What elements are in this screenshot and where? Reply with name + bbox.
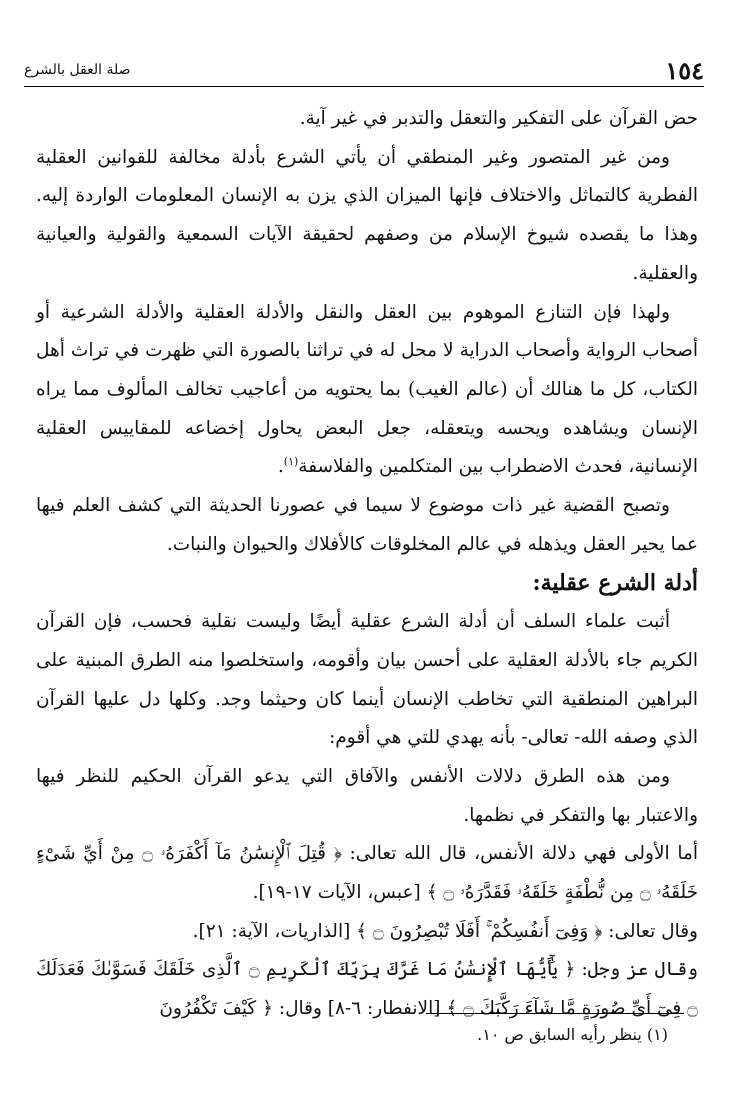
header-rule bbox=[24, 86, 704, 87]
paragraph: ومن غير المتصور وغير المنطقي أن يأتي الشرع بأدلة مخالفة للقوانين العقلية الفطرية كالتماثل والاختلاف فإنها الميزان الذي يزن به الإنسان المعلومات الواردة إليه. وهذا ما يقصده شيوخ الإسلام من وصفهم لحقيقة الآيات السمعية والقولية والعيانية والعقلية. bbox=[36, 146, 698, 284]
section-heading: أدلة الشرع عقلية: bbox=[532, 570, 698, 597]
running-title: صلة العقل بالشرع bbox=[24, 62, 131, 78]
paragraph bbox=[36, 294, 698, 488]
footnote: (١) ينظر رأيه السابق ص ١٠. bbox=[477, 1025, 668, 1044]
paragraph: حض القرآن على التفكير والتعقل والتدبر في غير آية. bbox=[299, 108, 698, 129]
paragraph: أثبت علماء السلف أن أدلة الشرع عقلية أيضًا وليست نقلية فحسب، فإن القرآن الكريم جاء بالأدلة العقلية على أحسن بيان وأقومه، واستخلصوا منه الطرق المبنية على البراهين المنطقية التي تخاطب الإنسان أينما كان وحيثما وجد. وكلها دل عليها القرآن الذي وصفه الله- تعالى- بأنه يهدي للتي هي أقوم: bbox=[36, 611, 698, 749]
paragraph-end: . bbox=[277, 456, 284, 478]
page-header bbox=[24, 56, 704, 84]
quran-paragraph: أما الأولى فهي دلالة الأنفس، قال الله تعالى: ﴿ قُتِلَ ٱلْإِنسَٰنُ مَآ أَكْفَرَهُۥ ۝ مِنْ أَيِّ شَىْءٍ خَلَقَهُۥ ۝ مِن نُّطْفَةٍ خَلَقَهُۥ فَقَدَّرَهُۥ ۝ ﴾ [عبس، الآيات ١٧-١٩]. bbox=[36, 843, 698, 904]
paragraph-text: ولهذا فإن التنازع الموهوم بين العقل والنقل والأدلة العقلية والأدلة الشرعية أو أصحاب الرواية وأصحاب الدراية لا محل له في تراثنا بالصورة التي ظهرت في تراث أهل الكتاب، كل ما هنالك أن (عالم الغيب) بما يحتويه من أعاجيب تخالف المألوف مما يراه الإنسان ويشاهده ويحسه ويتعقله، جعل البعض يحاول إخضاعه للمقاييس العقلية الإنسانية، فحدث الاضطراب بين المتكلمين والفلاسفة bbox=[36, 301, 698, 478]
paragraph: ومن هذه الطرق دلالات الأنفس والآفاق التي يدعو القرآن الحكيم للنظر فيها والاعتبار بها والتفكر في نظمها. bbox=[36, 765, 698, 826]
footnote-marker: (١) bbox=[283, 455, 299, 469]
quran-paragraph: وقال تعالى: ﴿ وَفِىٓ أَنفُسِكُمْ ۚ أَفَلَا تُبْصِرُونَ ۝ ﴾ [الذاريات، الآية: ٢١]. bbox=[192, 920, 698, 942]
footnote-rule bbox=[426, 1013, 684, 1014]
quran-paragraph: وقال عز وجل: ﴿ يَٰٓأَيُّهَا ٱلْإِنسَٰنُ مَا غَرَّكَ بِرَبِّكَ ٱلْكَرِيمِ ۝ ٱلَّذِى خَلَقَكَ فَسَوَّىٰكَ فَعَدَلَكَ ۝ فِىٓ أَىِّ صُورَةٍ مَّا شَآءَ رَكَّبَكَ ۝ ﴾ [الانفطار: ٦-٨] وقال: ﴿ كَيْفَ تَكْفُرُونَ bbox=[36, 959, 699, 1020]
page-number: ١٥٤ bbox=[665, 56, 704, 85]
page-body bbox=[36, 100, 698, 1029]
paragraph: وتصبح القضية غير ذات موضوع لا سيما في عصورنا الحديثة التي كشف العلم فيها عما يحير العقل ويذهله في عالم المخلوقات كالأفلاك والحيوان والنبات. bbox=[36, 495, 698, 555]
